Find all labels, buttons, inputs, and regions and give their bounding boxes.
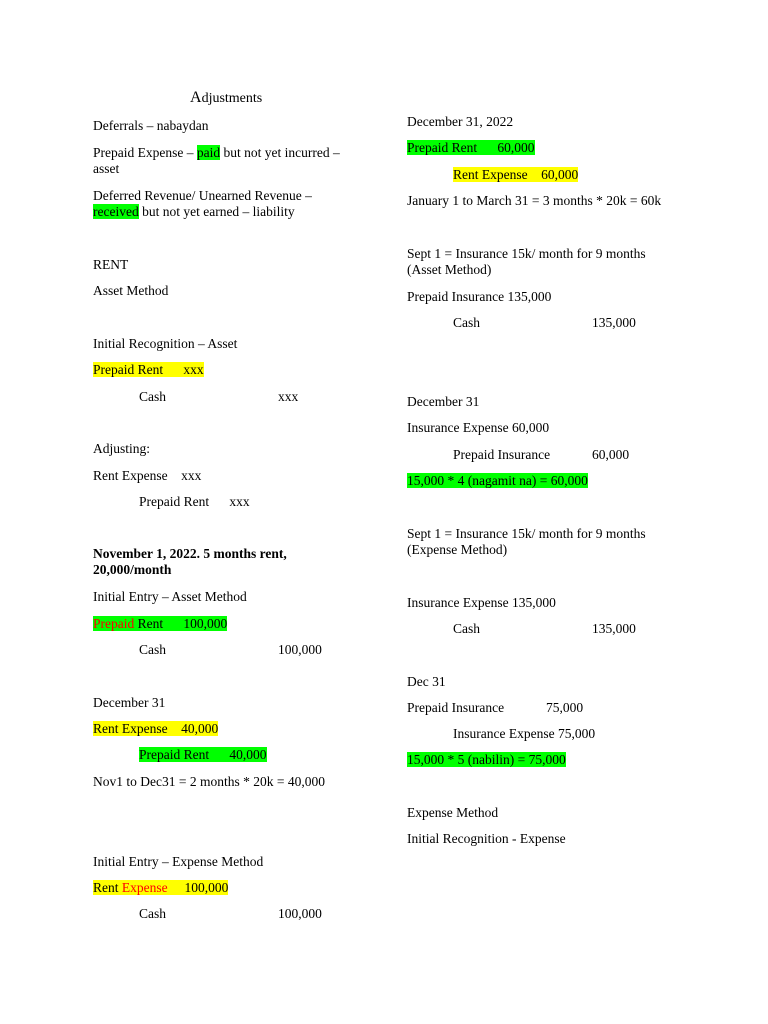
cash-label-r1: Cash — [453, 315, 480, 330]
asset-method-heading: Asset Method — [93, 283, 169, 298]
insurance-expense-135k-entry: Insurance Expense 135,000 — [407, 595, 556, 610]
cash-amount-r2: 135,000 — [592, 621, 636, 636]
cash-amount-3: 100,000 — [278, 906, 322, 921]
received-highlight: received — [93, 204, 139, 219]
prepaid-rent-entry: Prepaid Rent xxx — [93, 362, 204, 377]
nov-dec-calculation: Nov1 to Dec31 = 2 months * 20k = 40,000 — [93, 774, 325, 789]
rent-expense-100k-entry: Rent Expense 100,000 — [93, 880, 229, 895]
expense-method-heading: Expense Method — [407, 805, 499, 820]
page-title: Adjustments — [190, 89, 263, 106]
sept-expense-method: Sept 1 = Insurance 15k/ month for 9 months (Expense Method) — [407, 526, 646, 557]
rent-expense-entry: Rent Expense xxx — [93, 468, 202, 483]
adjusting-heading: Adjusting: — [93, 441, 151, 456]
calc-nabilin: 15,000 * 5 (nabilin) = 75,000 — [407, 752, 566, 767]
prepaid-insurance-75k-amount: 75,000 — [546, 700, 584, 715]
deferrals-line: Deferrals – nabaydan — [93, 118, 209, 133]
prepaid-insurance-135k-entry: Prepaid Insurance 135,000 — [407, 289, 552, 304]
initial-recognition-expense: Initial Recognition - Expense — [407, 831, 566, 846]
initial-entry-asset: Initial Entry – Asset Method — [93, 589, 247, 604]
prepaid-insurance-credit: Prepaid Insurance — [453, 447, 551, 462]
prepaid-rent-credit: Prepaid Rent xxx — [139, 494, 250, 509]
cash-label: Cash — [139, 389, 166, 404]
initial-entry-expense: Initial Entry – Expense Method — [93, 854, 264, 869]
sept-asset-method: Sept 1 = Insurance 15k/ month for 9 months (Asset Method) — [407, 246, 646, 277]
december-31-2022-heading: December 31, 2022 — [407, 114, 514, 129]
prepaid-insurance-75k-entry: Prepaid Insurance — [407, 700, 505, 715]
prepaid-rent-100k-entry: Prepaid Rent 100,000 — [93, 616, 228, 631]
december-31-heading-r: December 31 — [407, 394, 480, 409]
cash-label-2: Cash — [139, 642, 166, 657]
prepaid-rent-60k-entry: Prepaid Rent 60,000 — [407, 140, 535, 155]
cash-label-3: Cash — [139, 906, 166, 921]
december-31-heading: December 31 — [93, 695, 166, 710]
prepaid-insurance-credit-amount: 60,000 — [592, 447, 630, 462]
cash-amount-2: 100,000 — [278, 642, 322, 657]
cash-label-r2: Cash — [453, 621, 480, 636]
cash-amount-r1: 135,000 — [592, 315, 636, 330]
rent-expense-40k-entry: Rent Expense 40,000 — [93, 721, 219, 736]
rent-expense-60k-credit: Rent Expense 60,000 — [453, 167, 579, 182]
cash-amount: xxx — [278, 389, 299, 404]
dec-31-heading: Dec 31 — [407, 674, 446, 689]
prepaid-expense-definition: Prepaid Expense – paid but not yet incurred – asset — [93, 145, 340, 176]
jan-march-calculation: January 1 to March 31 = 3 months * 20k = 60k — [407, 193, 662, 208]
insurance-expense-75k-credit: Insurance Expense 75,000 — [453, 726, 596, 741]
paid-highlight: paid — [196, 145, 221, 160]
insurance-expense-60k-entry: Insurance Expense 60,000 — [407, 420, 550, 435]
prepaid-rent-40k-credit: Prepaid Rent 40,000 — [139, 747, 267, 762]
november-heading: November 1, 2022. 5 months rent, 20,000/month — [93, 546, 287, 577]
deferred-revenue-definition: Deferred Revenue/ Unearned Revenue – received but not yet earned – liability — [93, 188, 312, 219]
rent-heading: RENT — [93, 257, 129, 272]
initial-recognition-asset: Initial Recognition – Asset — [93, 336, 238, 351]
calc-nagamit-na: 15,000 * 4 (nagamit na) = 60,000 — [407, 473, 588, 488]
